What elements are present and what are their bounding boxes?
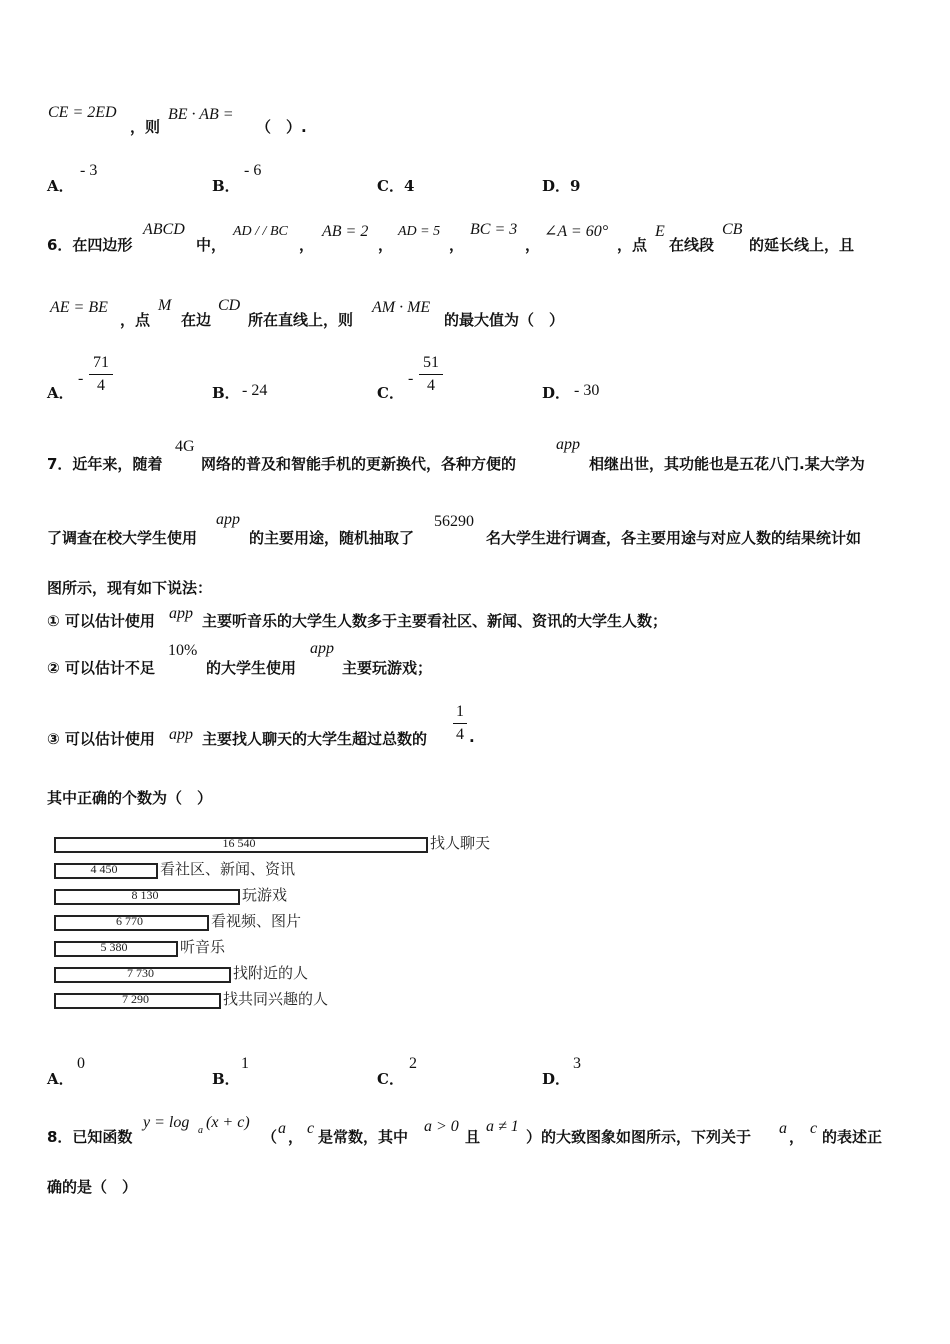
q6-comma: ， (525, 236, 541, 254)
q7-option-d-label: D． (542, 1070, 571, 1088)
chart-category-label: 找共同兴趣的人 (223, 990, 329, 1008)
q7-text: 名大学生进行调查，各主要用途与对应人数的结果统计如 (486, 529, 862, 547)
fraction-bar (89, 374, 113, 375)
q6-comma: ， (449, 236, 465, 254)
chart-category-label: 找附近的人 (233, 964, 309, 982)
q8-var-c: c (307, 1120, 315, 1137)
q7-percent: 10% (168, 642, 198, 659)
q8-text: 且 (465, 1128, 481, 1146)
q5-ask: （ ）. (256, 118, 307, 136)
q7-statement-2-text: 的大学生使用 (206, 659, 297, 677)
q7-4g: 4G (175, 438, 195, 455)
q7-text: 图所示，现有如下说法： (47, 579, 213, 597)
q7-statement-2-prefix: ② 可以估计不足 (47, 659, 155, 677)
q8-func-arg: (x + c) (206, 1114, 250, 1131)
q7-app: app (169, 726, 193, 743)
chart-data-label: 16 540 (222, 836, 256, 850)
q6-option-c-fraction (419, 354, 443, 395)
q6-text: 所在直线上，则 (248, 311, 354, 329)
q8-number: 8．已知函数 (47, 1128, 133, 1146)
q6-number: 6．在四边形 (47, 236, 133, 254)
q7-option-b-value: 1 (241, 1055, 249, 1072)
q7-option-a-value: 0 (77, 1055, 85, 1072)
q7-statement-2-end: 主要玩游戏； (342, 659, 433, 677)
q5-condition-math: CE = 2ED (48, 104, 117, 121)
q5-option-a-label: A． (47, 177, 74, 195)
q7-text: 网络的普及和智能手机的更新换代，各种方便的 (201, 455, 517, 473)
q7-quarter-fraction (453, 703, 467, 744)
chart-category-label: 看社区、新闻、资讯 (160, 860, 296, 878)
q7-ask: 其中正确的个数为（ ） (47, 789, 213, 807)
q6-text: ，点 (617, 236, 648, 254)
q6-cond-ad: AD = 5 (398, 224, 441, 239)
q7-text: 相继出世，其功能也是五花八门.某大学为 (589, 455, 865, 473)
q7-app: app (310, 640, 334, 657)
q8-text: ， (789, 1128, 805, 1146)
q8-text: ， (288, 1128, 304, 1146)
q8-log-base: a (198, 1125, 203, 1136)
q6-option-a-sign: - (78, 370, 84, 387)
chart-data-label: 7 730 (127, 966, 154, 980)
fraction-bar (419, 374, 443, 375)
q8-var-a: a (278, 1120, 286, 1137)
chart-data-label: 7 290 (122, 992, 149, 1006)
q8-func: y = log (143, 1114, 190, 1131)
q6-point-e: E (655, 223, 665, 240)
chart-category-label: 听音乐 (180, 938, 226, 956)
q7-option-d-value: 3 (573, 1055, 581, 1072)
q6-cond-parallel: AD / / BC (233, 224, 288, 239)
q6-text: 在线段 (669, 236, 715, 254)
chart-category-label: 玩游戏 (242, 886, 288, 904)
q7-app: app (216, 511, 240, 528)
q6-option-b-value: - 24 (242, 382, 268, 399)
q7-sample-size: 56290 (434, 513, 474, 530)
q7-number: 7．近年来，随着 (47, 455, 163, 473)
chart-data-label: 4 450 (90, 862, 118, 876)
fraction-numerator: 71 (93, 354, 109, 371)
q6-comma: ， (299, 236, 315, 254)
q7-option-b-label: B． (212, 1070, 240, 1088)
chart-category-label: 看视频、图片 (211, 912, 302, 930)
q5-option-b-value: - 6 (244, 162, 262, 179)
q8-text: （ (262, 1128, 278, 1146)
q6-comma: ， (378, 236, 394, 254)
fraction-numerator: 1 (456, 703, 464, 720)
usage-bar-chart (40, 825, 520, 1035)
fraction-bar (453, 723, 467, 724)
q5-expression-math: BE · AB = (168, 106, 234, 123)
q6-cond-ab: AB = 2 (322, 223, 369, 240)
chart-data-label: 8 130 (131, 888, 159, 902)
q5-option-c: C．4 (377, 177, 415, 195)
q6-point-m: M (158, 297, 172, 314)
q8-text: ）的大致图象如图所示，下列关于 (526, 1128, 752, 1146)
q6-option-d-value: - 30 (574, 382, 600, 399)
q8-var-a: a (779, 1120, 787, 1137)
q6-option-c-sign: - (408, 370, 414, 387)
q6-text: 中， (196, 236, 227, 254)
q6-side-cd: CD (218, 297, 241, 314)
q6-expression: AM · ME (372, 299, 431, 316)
q7-statement-1-prefix: ① 可以估计使用 (47, 612, 155, 630)
q7-app: app (169, 605, 193, 622)
q6-segment-cb: CB (722, 221, 743, 238)
q8-cond-positive: a > 0 (424, 1118, 459, 1135)
q6-option-a-fraction (89, 354, 113, 395)
q6-ask: 的最大值为（ ） (444, 311, 565, 329)
fraction-numerator: 51 (423, 354, 439, 371)
q7-option-c-value: 2 (409, 1055, 417, 1072)
q5-option-d: D．9 (542, 177, 581, 195)
q8-text: 是常数，其中 (318, 1128, 409, 1146)
fraction-denominator: 4 (456, 726, 464, 743)
q7-statement-1-text: 主要听音乐的大学生人数多于主要看社区、新闻、资讯的大学生人数； (202, 612, 668, 630)
q5-text: ，则 (130, 118, 161, 136)
fraction-denominator: 4 (97, 377, 105, 394)
q6-cond-ae-be: AE = BE (50, 299, 108, 316)
q6-text: 在边 (181, 311, 212, 329)
q6-cond-angle: ∠A = 60° (544, 223, 609, 240)
q7-app: app (556, 436, 580, 453)
q6-option-a-label: A． (47, 384, 74, 402)
q7-text: 了调查在校大学生使用 (47, 529, 198, 547)
q8-var-c: c (810, 1120, 818, 1137)
q7-statement-3-text: 主要找人聊天的大学生超过总数的 (202, 730, 428, 748)
fraction-denominator: 4 (427, 377, 435, 394)
q6-cond-bc: BC = 3 (470, 221, 518, 238)
q5-option-a-value: - 3 (80, 162, 98, 179)
q7-period: . (469, 728, 475, 746)
q7-statement-3-prefix: ③ 可以估计使用 (47, 730, 155, 748)
q6-text: ，点 (120, 311, 151, 329)
q7-text: 的主要用途，随机抽取了 (249, 529, 415, 547)
q6-option-d-label: D． (542, 384, 571, 402)
q8-text: 的表述正 (822, 1128, 883, 1146)
q7-option-c-label: C． (377, 1070, 404, 1088)
q7-option-a-label: A． (47, 1070, 74, 1088)
q6-option-c-label: C． (377, 384, 404, 402)
q8-cond-not-one: a ≠ 1 (486, 1118, 519, 1135)
chart-category-label: 找人聊天 (430, 834, 491, 852)
q8-text: 确的是（ ） (47, 1178, 138, 1196)
chart-data-label: 6 770 (116, 914, 143, 928)
q5-option-b-label: B． (212, 177, 240, 195)
q6-option-b-label: B． (212, 384, 240, 402)
q6-text: 的延长线上，且 (749, 236, 855, 254)
chart-data-label: 5 380 (100, 940, 128, 954)
q6-abcd: ABCD (143, 221, 185, 238)
